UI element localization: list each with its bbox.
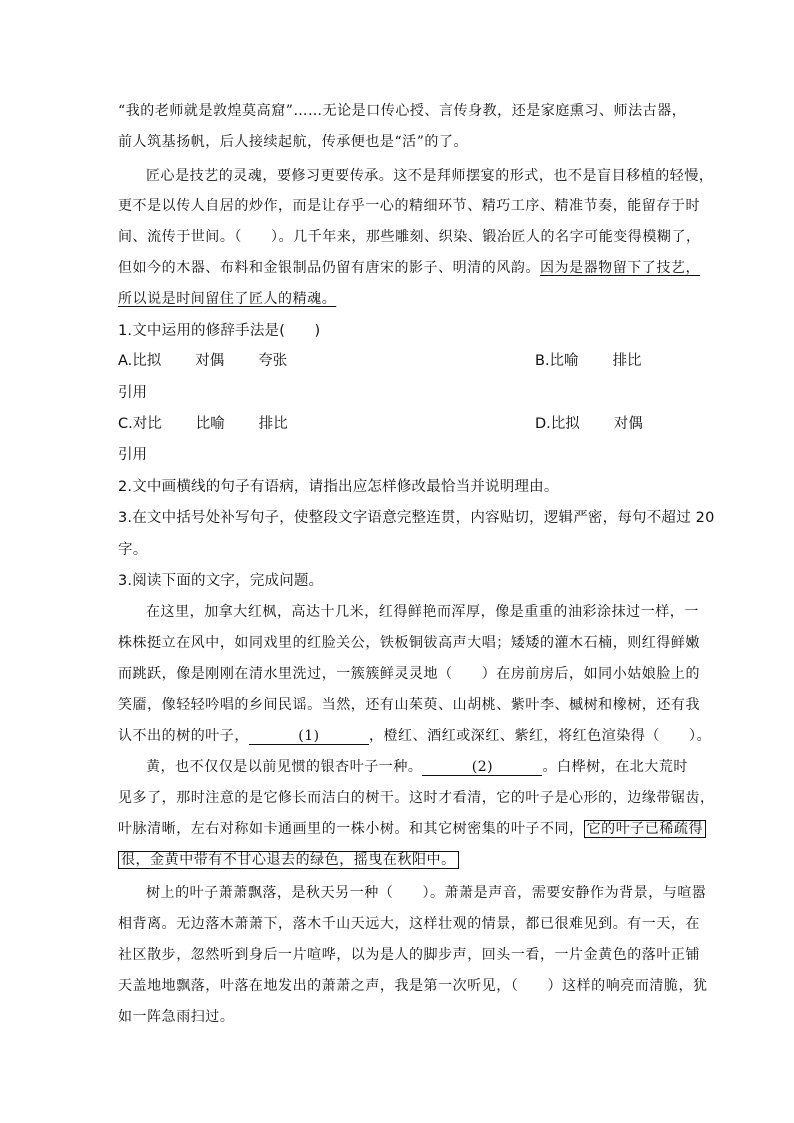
- passage-line: [118, 850, 678, 870]
- passage-line: 如一阵急雨扫过。: [118, 1009, 235, 1025]
- passage-line: 笑靥，像轻轻吟唱的乡间民谣。当然，还有山茱萸、山胡桃、紫叶李、槭树和橡树，还有我: [118, 697, 700, 713]
- passage-line: 天盖地地飘落，叶落在地发出的萧萧之声，我是第一次听见，（ ）这样的响亮而清脆，犹: [118, 978, 708, 994]
- question-3-wrap: 字。: [118, 542, 148, 558]
- question-3: 3.在文中括号处补写句子，使整段文字语意完整连贯，内容贴切，逻辑严密，每句不超过 20: [118, 510, 715, 526]
- passage-line: 在这里，加拿大红枫，高达十几米，红得鲜艳而浑厚，像是重重的油彩涂抹过一样，一: [146, 604, 699, 620]
- passage-line: 前人筑基扬帆，后人接续起航，传承便也是“活”的了。: [118, 134, 469, 150]
- passage-line: 而跳跃，像是刚刚在清水里洗过，一簇簇鲜灵灵地（ ）在房前房后，如同小姑娘脸上的: [118, 666, 700, 682]
- question-1: 1.文中运用的修辞手法是( ): [118, 323, 321, 339]
- passage-line: 间、流传于世间。（ ）。几千年来，那些雕刻、织染、锻冶匠人的名字可能变得模糊了，: [118, 229, 701, 245]
- passage-line: “我的老师就是敦煌莫高窟”……无论是口传心授、言传身教，还是家庭熏习、师法古器，: [118, 103, 687, 119]
- passage-line: 叶脉清晰，左右对称如卡通画里的一株小树。和其它树密集的叶子不同， 它的叶子已稀疏得: [118, 819, 678, 839]
- passage-line: 树上的叶子萧萧飘落，是秋天另一种（ ）。萧萧是声音，需要安静作为背景，与喧嚣: [146, 885, 707, 901]
- passage-line: [118, 258, 701, 278]
- underlined-sentence: 因为是器物留下了技艺，: [539, 260, 701, 276]
- passage-line: 认不出的树的叶子， (1) ，橙红、酒红或深红、紫红，将红色渲染得（ ）。: [118, 728, 712, 744]
- passage-text: 但如今的木器、布料和金银制品仍留有唐宋的影子、明清的风韵。: [118, 260, 540, 276]
- passage-line: 株株挺立在风中，如同戏里的红脸关公，铁板铜钹高声大唱；矮矮的灌木石楠，则红得鲜嫩: [118, 635, 700, 651]
- option-d-wrap: 引用: [118, 447, 147, 463]
- fill-blank-1: (1): [249, 728, 369, 745]
- passage-line: 见多了，那时注意的是它修长而洁白的树干。这时才看清，它的叶子是心形的，边缘带锯齿，: [118, 790, 715, 806]
- option-c: C.对比 比喻 排比: [118, 416, 288, 432]
- passage-line: 匠心是技艺的灵魂，要修习更要传承。这不是拜师摆宴的形式，也不是盲目移植的轻慢，: [146, 168, 714, 184]
- option-b-wrap: 引用: [118, 385, 147, 401]
- option-a: A.比拟 对偶 夸张: [118, 353, 288, 369]
- passage-line: 黄，也不仅仅是以前见惯的银杏叶子一种。 (2) 。白桦树，在北大荒时: [146, 759, 688, 775]
- passage-line: 社区散步，忽然听到身后一片喧哗，以为是人的脚步声，回头一看，一片金黄色的落叶正铺: [118, 947, 700, 963]
- passage-line: [118, 289, 678, 309]
- boxed-sentence: 很，金黄中带有不甘心退去的绿色，摇曳在秋阳中。: [118, 851, 459, 869]
- question-2: 2.文中画横线的句子有语病，请指出应怎样修改最恰当并说明理由。: [118, 479, 559, 495]
- question-4-heading: 3.阅读下面的文字，完成问题。: [118, 573, 324, 589]
- underlined-sentence: 所以说是时间留住了匠人的精魂。: [118, 291, 337, 307]
- option-b: B.比喻 排比: [535, 353, 642, 369]
- passage-line: 相背离。无边落木萧萧下，落木千山天远大，这样壮观的情景，都已很难见到。有一天，在: [118, 916, 700, 932]
- passage-line: 更不是以传人自居的炒作，而是让存乎一心的精细环节、精巧工序、精准节奏，能留存于时: [118, 198, 700, 214]
- fill-blank-2: (2): [422, 759, 542, 776]
- option-d: D.比拟 对偶: [535, 416, 643, 432]
- boxed-sentence: 它的叶子已稀疏得: [584, 820, 706, 838]
